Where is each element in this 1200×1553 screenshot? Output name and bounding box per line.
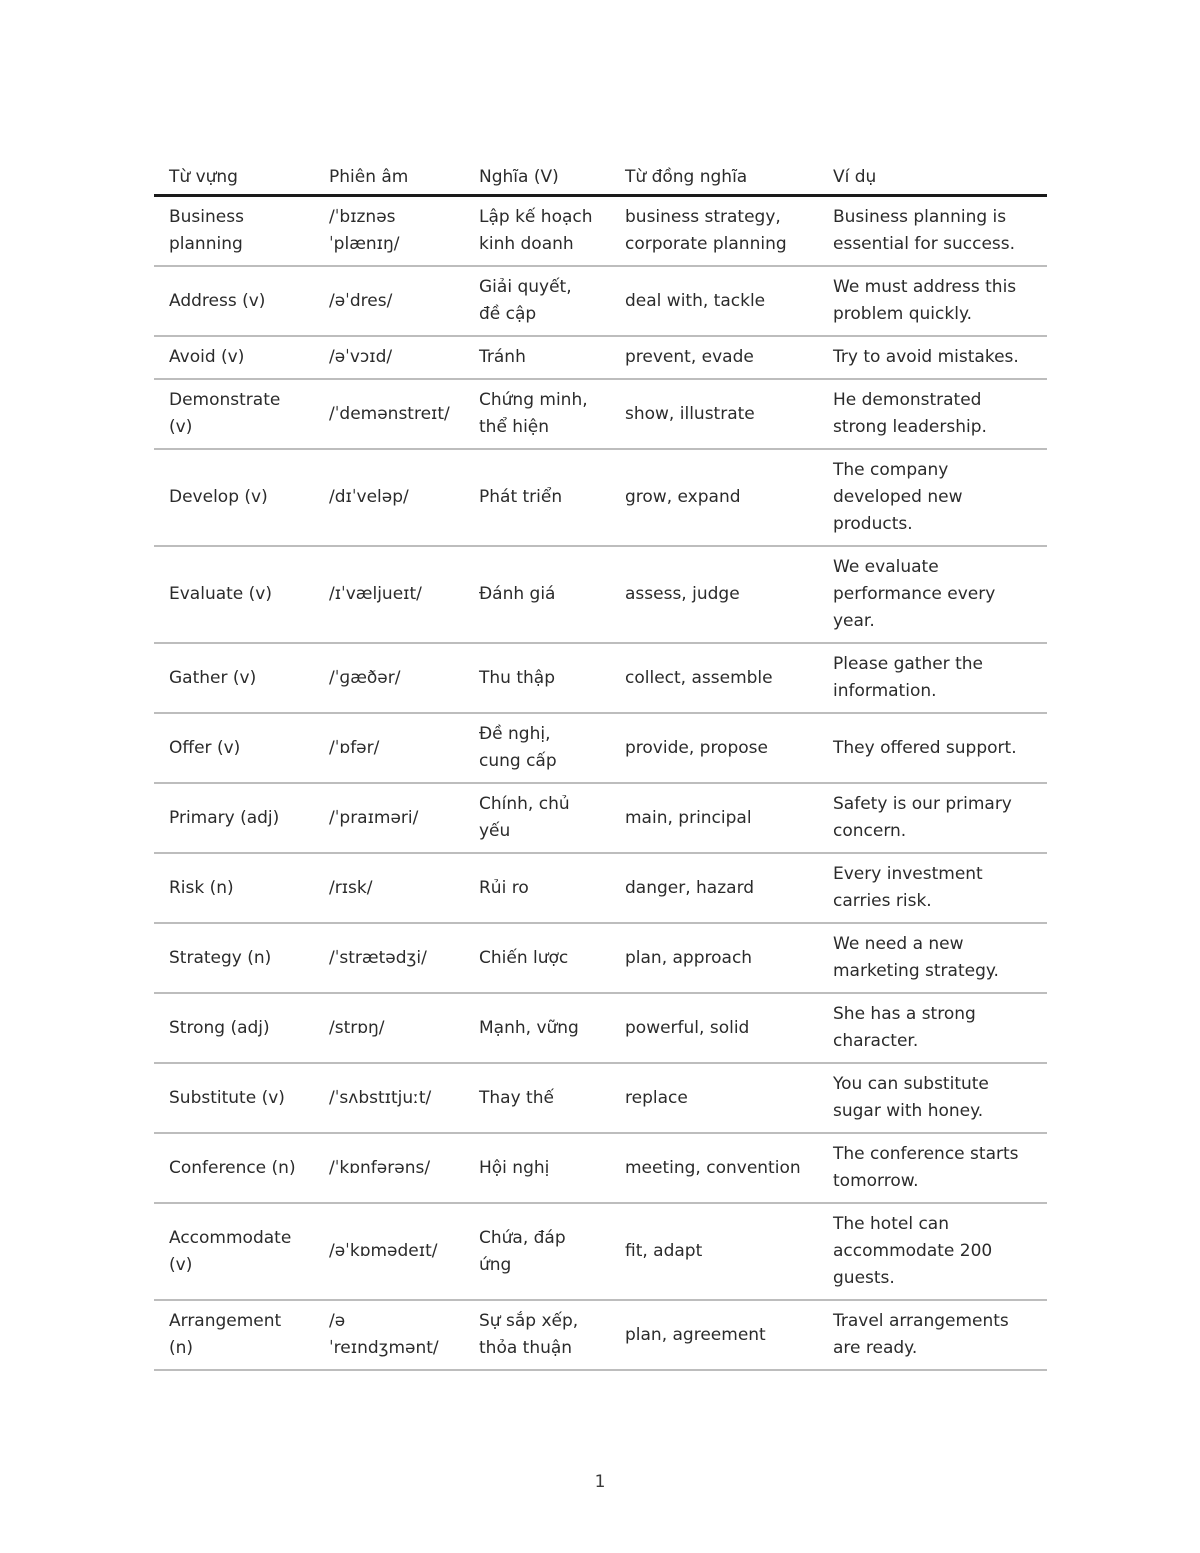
header-pronunciation: Phiên âm bbox=[314, 160, 464, 196]
table-row bbox=[154, 546, 1047, 643]
cell-pronunciation: /ˈkɒnfərəns/ bbox=[314, 1133, 464, 1203]
cell-vocabulary: Gather (v) bbox=[154, 643, 314, 713]
cell-example: Every investment carries risk. bbox=[818, 853, 1047, 923]
cell-meaning: Thay thế bbox=[464, 1063, 610, 1133]
cell-example: He demonstrated strong leadership. bbox=[818, 379, 1047, 449]
cell-pronunciation: /əˈvɔɪd/ bbox=[314, 336, 464, 379]
cell-meaning: Tránh bbox=[464, 336, 610, 379]
cell-synonyms: main, principal bbox=[610, 783, 818, 853]
cell-meaning: Thu thập bbox=[464, 643, 610, 713]
cell-meaning: Mạnh, vững bbox=[464, 993, 610, 1063]
cell-pronunciation: /ˈɒfər/ bbox=[314, 713, 464, 783]
cell-example: We evaluate performance every year. bbox=[818, 546, 1047, 643]
cell-meaning: Chứng minh, thể hiện bbox=[464, 379, 610, 449]
cell-vocabulary: Avoid (v) bbox=[154, 336, 314, 379]
cell-example: The hotel can accommodate 200 guests. bbox=[818, 1203, 1047, 1300]
table-row bbox=[154, 993, 1047, 1063]
cell-pronunciation: /ˈpraɪməri/ bbox=[314, 783, 464, 853]
header-example: Ví dụ bbox=[818, 160, 1047, 196]
cell-synonyms: replace bbox=[610, 1063, 818, 1133]
cell-meaning: Hội nghị bbox=[464, 1133, 610, 1203]
table-body bbox=[154, 196, 1047, 1371]
cell-pronunciation: /strɒŋ/ bbox=[314, 993, 464, 1063]
cell-example: They offered support. bbox=[818, 713, 1047, 783]
cell-vocabulary: Develop (v) bbox=[154, 449, 314, 546]
cell-vocabulary: Arrangement (n) bbox=[154, 1300, 314, 1370]
table-row bbox=[154, 336, 1047, 379]
table-row bbox=[154, 196, 1047, 267]
cell-synonyms: plan, agreement bbox=[610, 1300, 818, 1370]
cell-example: We need a new marketing strategy. bbox=[818, 923, 1047, 993]
header-meaning: Nghĩa (V) bbox=[464, 160, 610, 196]
cell-example: We must address this problem quickly. bbox=[818, 266, 1047, 336]
cell-pronunciation: /rɪsk/ bbox=[314, 853, 464, 923]
cell-example: The conference starts tomorrow. bbox=[818, 1133, 1047, 1203]
cell-example: Travel arrangements are ready. bbox=[818, 1300, 1047, 1370]
cell-vocabulary: Business planning bbox=[154, 196, 314, 267]
page-number: 1 bbox=[594, 1472, 606, 1492]
table-row bbox=[154, 923, 1047, 993]
cell-example: She has a strong character. bbox=[818, 993, 1047, 1063]
cell-pronunciation: /əˈreɪndʒmənt/ bbox=[314, 1300, 464, 1370]
cell-pronunciation: /ɪˈvæljueɪt/ bbox=[314, 546, 464, 643]
cell-synonyms: provide, propose bbox=[610, 713, 818, 783]
cell-meaning: Sự sắp xếp, thỏa thuận bbox=[464, 1300, 610, 1370]
header-synonyms: Từ đồng nghĩa bbox=[610, 160, 818, 196]
cell-example: The company developed new products. bbox=[818, 449, 1047, 546]
cell-vocabulary: Conference (n) bbox=[154, 1133, 314, 1203]
table-row bbox=[154, 449, 1047, 546]
cell-meaning: Phát triển bbox=[464, 449, 610, 546]
table-row bbox=[154, 713, 1047, 783]
table-row bbox=[154, 1203, 1047, 1300]
cell-meaning: Đề nghị, cung cấp bbox=[464, 713, 610, 783]
cell-vocabulary: Demonstrate (v) bbox=[154, 379, 314, 449]
vocabulary-table bbox=[154, 160, 1047, 1371]
cell-pronunciation: /əˈkɒmədeɪt/ bbox=[314, 1203, 464, 1300]
cell-pronunciation: /ˈstrætədʒi/ bbox=[314, 923, 464, 993]
cell-meaning: Chính, chủ yếu bbox=[464, 783, 610, 853]
cell-synonyms: meeting, convention bbox=[610, 1133, 818, 1203]
cell-synonyms: show, illustrate bbox=[610, 379, 818, 449]
table-row bbox=[154, 266, 1047, 336]
cell-vocabulary: Address (v) bbox=[154, 266, 314, 336]
header-vocabulary: Từ vựng bbox=[154, 160, 314, 196]
cell-pronunciation: /ˈsʌbstɪtjuːt/ bbox=[314, 1063, 464, 1133]
table-row bbox=[154, 1133, 1047, 1203]
cell-meaning: Rủi ro bbox=[464, 853, 610, 923]
cell-synonyms: grow, expand bbox=[610, 449, 818, 546]
cell-pronunciation: /ˈɡæðər/ bbox=[314, 643, 464, 713]
cell-synonyms: plan, approach bbox=[610, 923, 818, 993]
cell-vocabulary: Offer (v) bbox=[154, 713, 314, 783]
table-row bbox=[154, 379, 1047, 449]
table-row bbox=[154, 1300, 1047, 1370]
cell-vocabulary: Primary (adj) bbox=[154, 783, 314, 853]
cell-meaning: Đánh giá bbox=[464, 546, 610, 643]
cell-synonyms: danger, hazard bbox=[610, 853, 818, 923]
cell-meaning: Chứa, đáp ứng bbox=[464, 1203, 610, 1300]
cell-pronunciation: /dɪˈveləp/ bbox=[314, 449, 464, 546]
cell-example: Try to avoid mistakes. bbox=[818, 336, 1047, 379]
cell-pronunciation: /əˈdres/ bbox=[314, 266, 464, 336]
cell-vocabulary: Risk (n) bbox=[154, 853, 314, 923]
cell-example: You can substitute sugar with honey. bbox=[818, 1063, 1047, 1133]
table-row bbox=[154, 1063, 1047, 1133]
table-row bbox=[154, 783, 1047, 853]
cell-synonyms: powerful, solid bbox=[610, 993, 818, 1063]
cell-example: Please gather the information. bbox=[818, 643, 1047, 713]
cell-synonyms: fit, adapt bbox=[610, 1203, 818, 1300]
cell-meaning: Chiến lược bbox=[464, 923, 610, 993]
cell-pronunciation: /ˈbɪznəs ˈplænɪŋ/ bbox=[314, 196, 464, 267]
cell-synonyms: deal with, tackle bbox=[610, 266, 818, 336]
cell-vocabulary: Strategy (n) bbox=[154, 923, 314, 993]
table-row bbox=[154, 853, 1047, 923]
cell-meaning: Lập kế hoạch kinh doanh bbox=[464, 196, 610, 267]
table-header-row bbox=[154, 160, 1047, 196]
cell-vocabulary: Accommodate (v) bbox=[154, 1203, 314, 1300]
cell-synonyms: business strategy, corporate planning bbox=[610, 196, 818, 267]
cell-synonyms: collect, assemble bbox=[610, 643, 818, 713]
cell-synonyms: prevent, evade bbox=[610, 336, 818, 379]
cell-synonyms: assess, judge bbox=[610, 546, 818, 643]
cell-meaning: Giải quyết, đề cập bbox=[464, 266, 610, 336]
cell-pronunciation: /ˈdemənstreɪt/ bbox=[314, 379, 464, 449]
cell-example: Business planning is essential for success. bbox=[818, 196, 1047, 267]
cell-vocabulary: Substitute (v) bbox=[154, 1063, 314, 1133]
table-row bbox=[154, 643, 1047, 713]
cell-example: Safety is our primary concern. bbox=[818, 783, 1047, 853]
cell-vocabulary: Strong (adj) bbox=[154, 993, 314, 1063]
cell-vocabulary: Evaluate (v) bbox=[154, 546, 314, 643]
